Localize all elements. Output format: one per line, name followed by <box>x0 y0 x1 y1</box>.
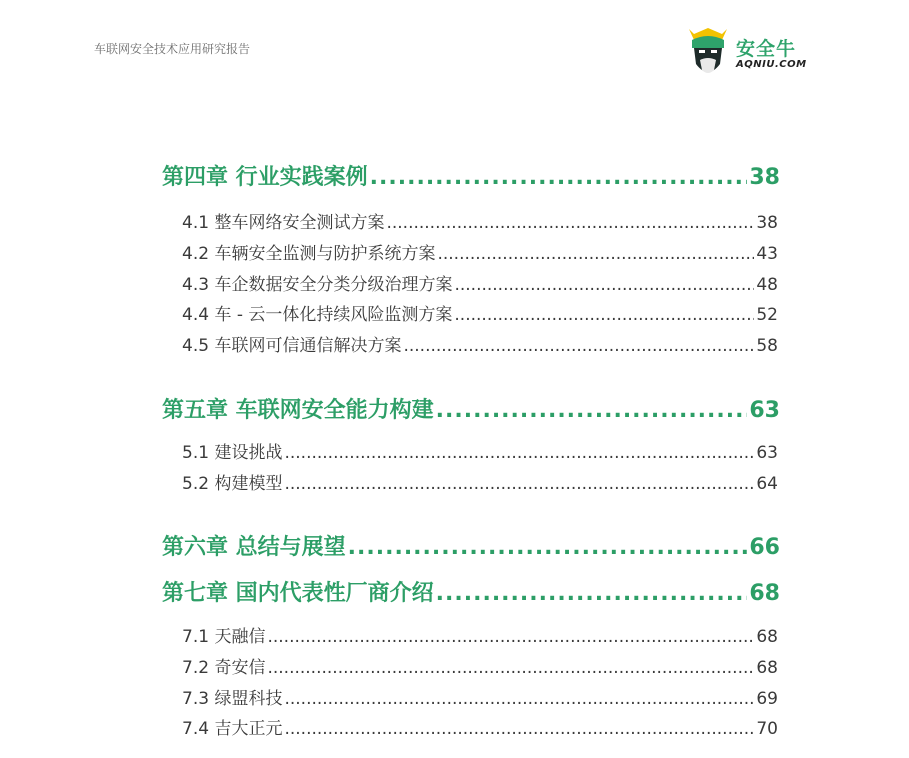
section-page: 68 <box>756 627 778 647</box>
section-page: 69 <box>756 689 778 709</box>
section-page: 64 <box>756 474 778 494</box>
section-title: 5.2 构建模型 <box>182 474 283 494</box>
leader-dots <box>437 244 754 264</box>
toc-chapter-5[interactable] <box>162 393 780 424</box>
chapter-page: 66 <box>749 535 780 560</box>
section-page: 38 <box>756 213 778 233</box>
toc-chapter-6[interactable] <box>162 530 780 561</box>
toc-section-7-3[interactable] <box>182 684 778 709</box>
toc-section-4-3[interactable] <box>182 270 778 295</box>
leader-dots <box>284 443 754 463</box>
leader-dots <box>370 165 748 190</box>
logo-text-cn: 安全牛 <box>736 38 797 60</box>
chapter-page: 38 <box>749 165 780 190</box>
toc-section-7-1[interactable] <box>182 622 778 647</box>
toc-section-4-5[interactable] <box>182 331 778 356</box>
section-page: 52 <box>756 305 778 325</box>
leader-dots <box>403 336 754 356</box>
viking-helmet-icon <box>686 26 730 80</box>
leader-dots <box>284 689 754 709</box>
logo <box>686 26 806 80</box>
leader-dots <box>386 213 754 233</box>
section-title: 7.1 天融信 <box>182 627 266 647</box>
toc-section-5-1[interactable] <box>182 438 778 463</box>
chapter-title: 第七章 国内代表性厂商介绍 <box>162 581 434 606</box>
leader-dots <box>284 474 754 494</box>
chapter-title: 第五章 车联网安全能力构建 <box>162 398 434 423</box>
leader-dots <box>348 535 748 560</box>
leader-dots <box>284 719 754 739</box>
section-title: 7.4 吉大正元 <box>182 719 283 739</box>
section-title: 4.5 车联网可信通信解决方案 <box>182 336 402 356</box>
section-page: 43 <box>756 244 778 264</box>
toc-chapter-4[interactable] <box>162 160 780 191</box>
toc-section-4-2[interactable] <box>182 239 778 264</box>
leader-dots <box>436 398 748 423</box>
report-title: 车联网安全技术应用研究报告 <box>94 42 251 56</box>
toc-section-7-4[interactable] <box>182 714 778 739</box>
toc-section-4-1[interactable] <box>182 208 778 233</box>
toc-section-4-4[interactable] <box>182 300 778 325</box>
chapter-page: 63 <box>749 398 780 423</box>
section-title: 4.1 整车网络安全测试方案 <box>182 213 385 233</box>
section-page: 70 <box>756 719 778 739</box>
section-title: 4.4 车 - 云一体化持续风险监测方案 <box>182 305 453 325</box>
section-title: 4.3 车企数据安全分类分级治理方案 <box>182 275 453 295</box>
chapter-title: 第四章 行业实践案例 <box>162 165 368 190</box>
section-title: 7.2 奇安信 <box>182 658 266 678</box>
toc-chapter-7[interactable] <box>162 576 780 607</box>
section-title: 7.3 绿盟科技 <box>182 689 283 709</box>
leader-dots <box>454 275 754 295</box>
toc-section-5-2[interactable] <box>182 469 778 494</box>
section-page: 68 <box>756 658 778 678</box>
section-title: 4.2 车辆安全监测与防护系统方案 <box>182 244 436 264</box>
chapter-title: 第六章 总结与展望 <box>162 535 346 560</box>
logo-text-en: AQNIU.COM <box>736 59 807 70</box>
toc-section-7-2[interactable] <box>182 653 778 678</box>
leader-dots <box>267 627 754 647</box>
section-page: 58 <box>756 336 778 356</box>
chapter-page: 68 <box>749 581 780 606</box>
section-page: 63 <box>756 443 778 463</box>
section-page: 48 <box>756 275 778 295</box>
leader-dots <box>267 658 754 678</box>
leader-dots <box>454 305 754 325</box>
leader-dots <box>436 581 748 606</box>
section-title: 5.1 建设挑战 <box>182 443 283 463</box>
